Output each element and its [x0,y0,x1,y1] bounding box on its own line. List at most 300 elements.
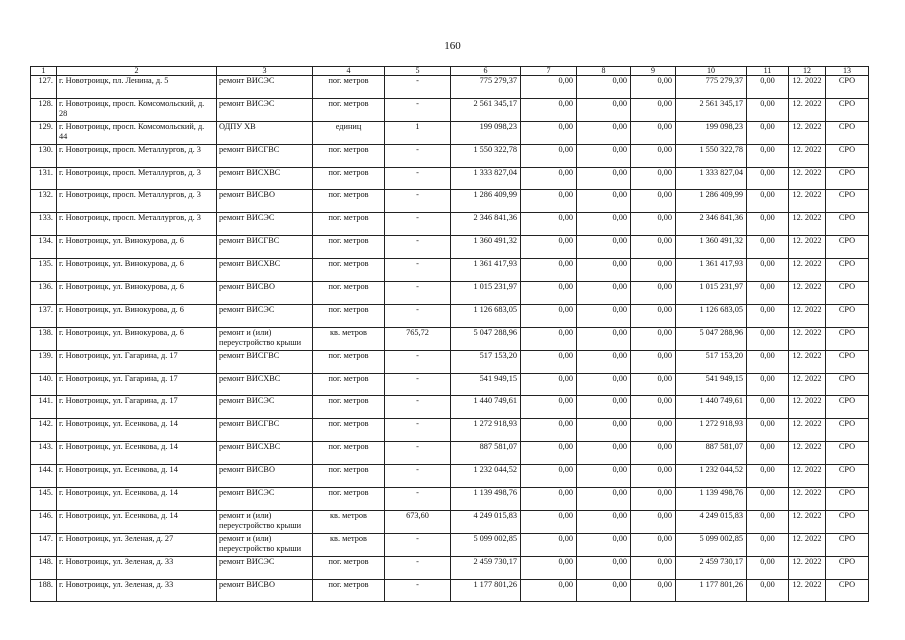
work-type-cell: ремонт ВИСГВС [217,144,313,167]
row-number: 146. [31,510,57,533]
value-cell: 0,00 [747,350,789,373]
value-cell: 0,00 [577,282,631,305]
value-cell: 0,00 [631,213,676,236]
period-cell: 12. 2022 [789,465,826,488]
unit-cell: единиц [313,121,385,144]
total-cost-cell: 1 440 749,61 [676,396,747,419]
value-cell: 0,00 [521,121,577,144]
address-cell: г. Новотроицк, ул. Винокурова, д. 6 [57,282,217,305]
total-cost-cell: 2 561 345,17 [676,98,747,121]
address-cell: г. Новотроицк, просп. Металлургов, д. 3 [57,190,217,213]
value-cell: 0,00 [747,465,789,488]
total-cost-cell: 517 153,20 [676,350,747,373]
cost-cell: 1 550 322,78 [451,144,521,167]
value-cell: 0,00 [747,190,789,213]
funding-source-cell: СРО [826,76,869,99]
unit-cell: пог. метров [313,373,385,396]
total-cost-cell: 1 272 918,93 [676,419,747,442]
address-cell: г. Новотроицк, пл. Ленина, д. 5 [57,76,217,99]
cost-cell: 2 459 730,17 [451,556,521,579]
row-number: 139. [31,350,57,373]
column-header: 10 [676,67,747,76]
row-number: 137. [31,304,57,327]
work-type-cell: ремонт ВИСЭС [217,396,313,419]
value-cell: 0,00 [631,465,676,488]
value-cell: 0,00 [521,282,577,305]
quantity-cell: - [385,304,451,327]
address-cell: г. Новотроицк, ул. Есенкова, д. 14 [57,442,217,465]
total-cost-cell: 1 139 498,76 [676,488,747,511]
table-row [31,121,869,144]
unit-cell: пог. метров [313,350,385,373]
quantity-cell: - [385,373,451,396]
address-cell: г. Новотроицк, ул. Зеленая, д. 33 [57,556,217,579]
quantity-cell: - [385,442,451,465]
column-header: 2 [57,67,217,76]
table-row [31,556,869,579]
table-header-row [31,67,869,76]
column-header: 3 [217,67,313,76]
funding-source-cell: СРО [826,282,869,305]
funding-source-cell: СРО [826,442,869,465]
period-cell: 12. 2022 [789,488,826,511]
quantity-cell: - [385,190,451,213]
address-cell: г. Новотроицк, ул. Есенкова, д. 14 [57,488,217,511]
funding-source-cell: СРО [826,259,869,282]
work-type-cell: ремонт ВИСХВС [217,259,313,282]
value-cell: 0,00 [747,236,789,259]
table-body [31,76,869,602]
quantity-cell: - [385,213,451,236]
value-cell: 0,00 [631,579,676,602]
table-row [31,373,869,396]
work-type-cell: ремонт ВИСЭС [217,76,313,99]
total-cost-cell: 4 249 015,83 [676,510,747,533]
value-cell: 0,00 [577,419,631,442]
value-cell: 0,00 [577,167,631,190]
total-cost-cell: 2 346 841,36 [676,213,747,236]
cost-cell: 1 286 409,99 [451,190,521,213]
row-number: 143. [31,442,57,465]
value-cell: 0,00 [747,76,789,99]
funding-source-cell: СРО [826,144,869,167]
row-number: 130. [31,144,57,167]
address-cell: г. Новотроицк, ул. Зеленая, д. 27 [57,533,217,556]
value-cell: 0,00 [521,76,577,99]
row-number: 140. [31,373,57,396]
row-number: 131. [31,167,57,190]
total-cost-cell: 1 360 491,32 [676,236,747,259]
value-cell: 0,00 [577,442,631,465]
funding-source-cell: СРО [826,190,869,213]
value-cell: 0,00 [631,144,676,167]
value-cell: 0,00 [747,579,789,602]
address-cell: г. Новотроицк, просп. Металлургов, д. 3 [57,144,217,167]
quantity-cell: 1 [385,121,451,144]
table-row [31,327,869,350]
value-cell: 0,00 [521,144,577,167]
quantity-cell: 673,60 [385,510,451,533]
address-cell: г. Новотроицк, просп. Металлургов, д. 3 [57,213,217,236]
value-cell: 0,00 [577,350,631,373]
total-cost-cell: 1 177 801,26 [676,579,747,602]
funding-source-cell: СРО [826,304,869,327]
cost-cell: 1 360 491,32 [451,236,521,259]
value-cell: 0,00 [521,510,577,533]
value-cell: 0,00 [631,259,676,282]
address-cell: г. Новотроицк, ул. Винокурова, д. 6 [57,259,217,282]
value-cell: 0,00 [521,350,577,373]
funding-source-cell: СРО [826,510,869,533]
table-row [31,167,869,190]
quantity-cell: - [385,98,451,121]
work-type-cell: ремонт и (или) переустройство крыши [217,327,313,350]
value-cell: 0,00 [577,76,631,99]
period-cell: 12. 2022 [789,579,826,602]
table-row [31,510,869,533]
value-cell: 0,00 [747,396,789,419]
work-type-cell: ремонт и (или) переустройство крыши [217,533,313,556]
work-type-cell: ремонт ВИСВО [217,579,313,602]
total-cost-cell: 775 279,37 [676,76,747,99]
row-number: 148. [31,556,57,579]
total-cost-cell: 1 550 322,78 [676,144,747,167]
period-cell: 12. 2022 [789,556,826,579]
value-cell: 0,00 [577,373,631,396]
cost-cell: 1 232 044,52 [451,465,521,488]
value-cell: 0,00 [521,442,577,465]
value-cell: 0,00 [577,236,631,259]
row-number: 136. [31,282,57,305]
value-cell: 0,00 [747,282,789,305]
quantity-cell: - [385,236,451,259]
funding-source-cell: СРО [826,396,869,419]
row-number: 141. [31,396,57,419]
period-cell: 12. 2022 [789,76,826,99]
quantity-cell: - [385,396,451,419]
column-header: 7 [521,67,577,76]
work-type-cell: ОДПУ ХВ [217,121,313,144]
total-cost-cell: 5 099 002,85 [676,533,747,556]
cost-cell: 775 279,37 [451,76,521,99]
quantity-cell: - [385,259,451,282]
unit-cell: кв. метров [313,510,385,533]
cost-cell: 1 126 683,05 [451,304,521,327]
column-header: 13 [826,67,869,76]
value-cell: 0,00 [631,282,676,305]
unit-cell: пог. метров [313,282,385,305]
total-cost-cell: 887 581,07 [676,442,747,465]
total-cost-cell: 2 459 730,17 [676,556,747,579]
column-header: 4 [313,67,385,76]
table-row [31,350,869,373]
row-number: 144. [31,465,57,488]
address-cell: г. Новотроицк, ул. Есенкова, д. 14 [57,419,217,442]
funding-source-cell: СРО [826,327,869,350]
value-cell: 0,00 [631,510,676,533]
cost-cell: 2 346 841,36 [451,213,521,236]
cost-cell: 1 139 498,76 [451,488,521,511]
value-cell: 0,00 [631,236,676,259]
column-header: 5 [385,67,451,76]
period-cell: 12. 2022 [789,396,826,419]
period-cell: 12. 2022 [789,144,826,167]
value-cell: 0,00 [577,304,631,327]
row-number: 145. [31,488,57,511]
period-cell: 12. 2022 [789,236,826,259]
row-number: 142. [31,419,57,442]
quantity-cell: - [385,533,451,556]
period-cell: 12. 2022 [789,259,826,282]
table-row [31,442,869,465]
value-cell: 0,00 [577,556,631,579]
work-type-cell: ремонт ВИСГВС [217,419,313,442]
total-cost-cell: 1 286 409,99 [676,190,747,213]
funding-source-cell: СРО [826,579,869,602]
work-type-cell: ремонт ВИСГВС [217,350,313,373]
address-cell: г. Новотроицк, ул. Есенкова, д. 14 [57,510,217,533]
value-cell: 0,00 [521,419,577,442]
row-number: 129. [31,121,57,144]
value-cell: 0,00 [521,465,577,488]
row-number: 127. [31,76,57,99]
column-header: 6 [451,67,521,76]
value-cell: 0,00 [631,76,676,99]
value-cell: 0,00 [521,304,577,327]
value-cell: 0,00 [631,167,676,190]
quantity-cell: 765,72 [385,327,451,350]
value-cell: 0,00 [747,556,789,579]
period-cell: 12. 2022 [789,442,826,465]
value-cell: 0,00 [521,579,577,602]
unit-cell: пог. метров [313,304,385,327]
period-cell: 12. 2022 [789,419,826,442]
unit-cell: пог. метров [313,167,385,190]
work-type-cell: ремонт ВИСВО [217,465,313,488]
table-row [31,144,869,167]
work-type-cell: ремонт ВИСЭС [217,98,313,121]
unit-cell: пог. метров [313,396,385,419]
value-cell: 0,00 [577,259,631,282]
value-cell: 0,00 [747,304,789,327]
period-cell: 12. 2022 [789,282,826,305]
row-number: 132. [31,190,57,213]
work-type-cell: ремонт ВИСВО [217,282,313,305]
table-row [31,304,869,327]
unit-cell: пог. метров [313,213,385,236]
unit-cell: пог. метров [313,236,385,259]
value-cell: 0,00 [631,419,676,442]
period-cell: 12. 2022 [789,190,826,213]
funding-source-cell: СРО [826,419,869,442]
funding-source-cell: СРО [826,373,869,396]
funding-source-cell: СРО [826,213,869,236]
unit-cell: пог. метров [313,144,385,167]
value-cell: 0,00 [577,98,631,121]
quantity-cell: - [385,488,451,511]
value-cell: 0,00 [631,190,676,213]
unit-cell: пог. метров [313,76,385,99]
cost-cell: 199 098,23 [451,121,521,144]
period-cell: 12. 2022 [789,213,826,236]
table-row [31,259,869,282]
unit-cell: кв. метров [313,327,385,350]
column-header: 11 [747,67,789,76]
value-cell: 0,00 [631,488,676,511]
value-cell: 0,00 [747,213,789,236]
value-cell: 0,00 [577,144,631,167]
work-type-cell: ремонт ВИСГВС [217,236,313,259]
period-cell: 12. 2022 [789,304,826,327]
cost-cell: 541 949,15 [451,373,521,396]
table-row [31,76,869,99]
value-cell: 0,00 [631,556,676,579]
funding-source-cell: СРО [826,556,869,579]
value-cell: 0,00 [747,373,789,396]
cost-cell: 5 099 002,85 [451,533,521,556]
value-cell: 0,00 [521,327,577,350]
page-number: 160 [444,40,461,52]
row-number: 147. [31,533,57,556]
unit-cell: пог. метров [313,442,385,465]
address-cell: г. Новотроицк, ул. Винокурова, д. 6 [57,304,217,327]
address-cell: г. Новотроицк, просп. Металлургов, д. 3 [57,167,217,190]
row-number: 135. [31,259,57,282]
table-row [31,488,869,511]
address-cell: г. Новотроицк, ул. Гагарина, д. 17 [57,396,217,419]
value-cell: 0,00 [631,121,676,144]
value-cell: 0,00 [521,190,577,213]
table-row [31,533,869,556]
value-cell: 0,00 [631,533,676,556]
unit-cell: пог. метров [313,190,385,213]
cost-cell: 2 561 345,17 [451,98,521,121]
value-cell: 0,00 [521,98,577,121]
address-cell: г. Новотроицк, ул. Винокурова, д. 6 [57,327,217,350]
cost-cell: 1 361 417,93 [451,259,521,282]
value-cell: 0,00 [747,488,789,511]
value-cell: 0,00 [577,327,631,350]
work-type-cell: ремонт ВИСХВС [217,167,313,190]
unit-cell: кв. метров [313,533,385,556]
value-cell: 0,00 [521,259,577,282]
unit-cell: пог. метров [313,465,385,488]
address-cell: г. Новотроицк, ул. Зеленая, д. 33 [57,579,217,602]
funding-source-cell: СРО [826,488,869,511]
value-cell: 0,00 [631,327,676,350]
total-cost-cell: 1 361 417,93 [676,259,747,282]
value-cell: 0,00 [631,304,676,327]
cost-cell: 1 440 749,61 [451,396,521,419]
unit-cell: пог. метров [313,556,385,579]
row-number: 133. [31,213,57,236]
value-cell: 0,00 [577,190,631,213]
total-cost-cell: 1 126 683,05 [676,304,747,327]
work-type-cell: ремонт ВИСЭС [217,304,313,327]
period-cell: 12. 2022 [789,350,826,373]
quantity-cell: - [385,282,451,305]
cost-cell: 5 047 288,96 [451,327,521,350]
table-row [31,465,869,488]
quantity-cell: - [385,556,451,579]
table-row [31,236,869,259]
value-cell: 0,00 [521,488,577,511]
value-cell: 0,00 [747,98,789,121]
period-cell: 12. 2022 [789,98,826,121]
value-cell: 0,00 [521,533,577,556]
works-table [30,66,869,602]
quantity-cell: - [385,579,451,602]
table-row [31,579,869,602]
work-type-cell: ремонт ВИСВО [217,190,313,213]
row-number: 134. [31,236,57,259]
value-cell: 0,00 [631,373,676,396]
work-type-cell: ремонт ВИСХВС [217,442,313,465]
total-cost-cell: 1 333 827,04 [676,167,747,190]
table-row [31,98,869,121]
quantity-cell: - [385,76,451,99]
period-cell: 12. 2022 [789,510,826,533]
value-cell: 0,00 [521,396,577,419]
address-cell: г. Новотроицк, просп. Комсомольский, д. 44 [57,121,217,144]
quantity-cell: - [385,167,451,190]
work-type-cell: ремонт ВИСХВС [217,373,313,396]
value-cell: 0,00 [631,98,676,121]
value-cell: 0,00 [577,213,631,236]
total-cost-cell: 5 047 288,96 [676,327,747,350]
unit-cell: пог. метров [313,419,385,442]
period-cell: 12. 2022 [789,167,826,190]
value-cell: 0,00 [631,442,676,465]
unit-cell: пог. метров [313,488,385,511]
address-cell: г. Новотроицк, ул. Гагарина, д. 17 [57,373,217,396]
period-cell: 12. 2022 [789,533,826,556]
value-cell: 0,00 [521,167,577,190]
value-cell: 0,00 [747,327,789,350]
cost-cell: 517 153,20 [451,350,521,373]
table-row [31,396,869,419]
value-cell: 0,00 [747,121,789,144]
column-header: 9 [631,67,676,76]
value-cell: 0,00 [631,350,676,373]
cost-cell: 1 272 918,93 [451,419,521,442]
column-header: 8 [577,67,631,76]
cost-cell: 887 581,07 [451,442,521,465]
period-cell: 12. 2022 [789,327,826,350]
value-cell: 0,00 [631,396,676,419]
funding-source-cell: СРО [826,98,869,121]
cost-cell: 1 015 231,97 [451,282,521,305]
value-cell: 0,00 [747,442,789,465]
work-type-cell: ремонт ВИСЭС [217,213,313,236]
unit-cell: пог. метров [313,259,385,282]
value-cell: 0,00 [747,533,789,556]
value-cell: 0,00 [577,121,631,144]
work-type-cell: ремонт ВИСЭС [217,556,313,579]
column-header: 1 [31,67,57,76]
value-cell: 0,00 [521,373,577,396]
total-cost-cell: 1 232 044,52 [676,465,747,488]
value-cell: 0,00 [521,213,577,236]
funding-source-cell: СРО [826,465,869,488]
row-number: 138. [31,327,57,350]
quantity-cell: - [385,144,451,167]
unit-cell: пог. метров [313,98,385,121]
total-cost-cell: 199 098,23 [676,121,747,144]
address-cell: г. Новотроицк, ул. Винокурова, д. 6 [57,236,217,259]
address-cell: г. Новотроицк, ул. Есенкова, д. 14 [57,465,217,488]
value-cell: 0,00 [521,236,577,259]
